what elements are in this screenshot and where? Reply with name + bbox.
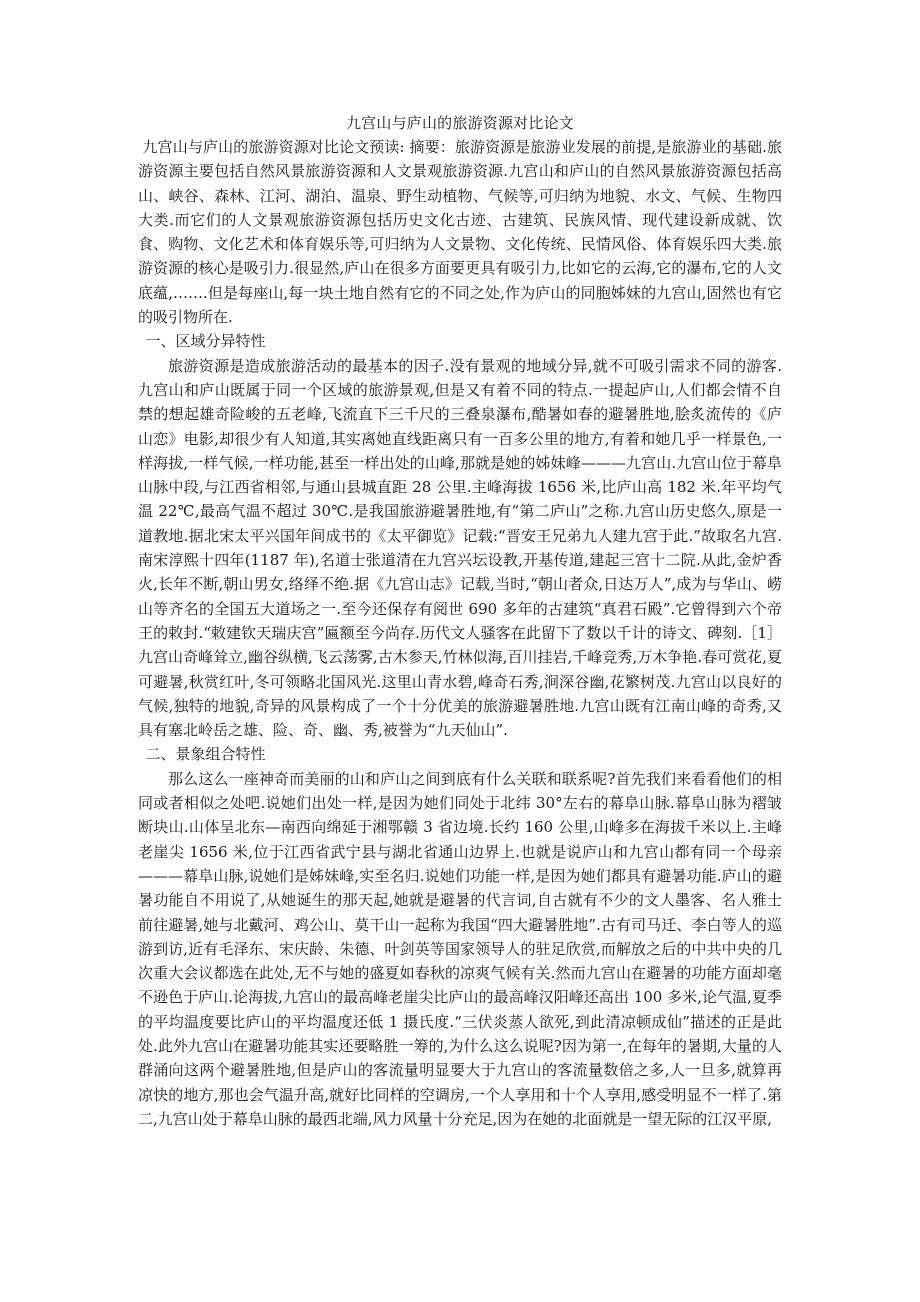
document-body: [138, 135, 782, 1131]
section-heading-1: 一、区域分异特性: [145, 332, 266, 351]
section-heading-2: 二、景象组合特性: [145, 745, 266, 764]
section-2-paragraph: 那么这么一座神奇而美丽的山和庐山之间到底有什么关联和联系呢?首先我们来看看他们的相同或者相似之处吧.说她们出处一样,是因为她们同处于北纬 30°左右的幕阜山脉.幕阜山脉为褶皱断块山.山体呈北东—南西向绵延于湘鄂赣 3 省边境.长约 160 公里,山峰多在海拔千米以上.主峰老崖尖 1656 米,位于江西省武宁县与湖北省通山边界上.也就是说庐山和九宫山都有同一个母亲———幕阜山脉,说她们是姊妹峰,实至名归.说她们功能一样,是因为她们都具有避暑功能.庐山的避暑功能自不用说了,从她诞生的那天起,她就是避暑的代言词,自古就有不少的文人墨客、名人雅士前往避暑,她与北戴河、鸡公山、莫干山一起称为我国“四大避暑胜地”.古有司马迁、李白等人的巡游到访,近有毛泽东、宋庆龄、朱德、叶剑英等国家领导人的驻足欣赏,而解放之后的中共中央的几次重大会议都选在此处,无不与她的盛夏如春秋的凉爽气候有关.然而九宫山在避暑的功能方面却毫不逊色于庐山.论海拔,九宫山的最高峰老崖尖比庐山的最高峰汉阳峰还高出 100 多米,论气温,夏季的平均温度要比庐山的平均温度还低 1 摄氏度.“三伏炎蒸人欲死,到此清凉顿成仙”描述的正是此处.此外九宫山在避暑功能其实还要略胜一筹的,为什么这么说呢?因为第一,在每年的暑期,大量的人群涌向这两个避暑胜地,但是庐山的客流量明显要大于九宫山的客流量数倍之多,人一旦多,就算再凉快的地方,那也会气温升高,就好比同样的空调房,一个人享用和十个人享用,感受明显不一样了.第二,九宫山处于幕阜山脉的最西北端,风力风量十分充足,因为在她的北面就是一望无际的江汉平原,: [138, 769, 782, 1128]
document-title: 九宫山与庐山的旅游资源对比论文: [345, 114, 574, 132]
abstract-paragraph: 九宫山与庐山的旅游资源对比论文预读: 摘要：旅游资源是旅游业发展的前提,是旅游业的基础.旅游资源主要包括自然风景旅游资源和人文景观旅游资源.九宫山和庐山的自然风景旅游资源包括高山、峡谷、森林、江河、湖泊、温泉、野生动植物、气候等,可归纳为地貌、水文、气候、生物四大类.而它们的人文景观旅游资源包括历史文化古迹、古建筑、民族风情、现代建设新成就、饮食、购物、文化艺术和体育娱乐等,可归纳为人文景物、文化传统、民情风俗、体育娱乐四大类.旅游资源的核心是吸引力.很显然,庐山在很多方面要更具有吸引力,比如它的云海,它的瀑布,它的人文底蕴,…….但是每座山,每一块土地自然有它的不同之处,作为庐山的同胞姊妹的九宫山,固然也有它的吸引物所在.: [138, 138, 782, 327]
section-1-paragraph: 旅游资源是造成旅游活动的最基本的因子.没有景观的地域分异,就不可吸引需求不同的游客.九宫山和庐山既属于同一个区域的旅游景观,但是又有着不同的特点.一提起庐山,人们都会情不自禁的想起雄奇险峻的五老峰,飞流直下三千尺的三叠泉瀑布,酷暑如春的避暑胜地,脍炙流传的《庐山恋》电影,却很少有人知道,其实离她直线距离只有一百多公里的地方,有着和她几乎一样景色,一样海拔,一样气候,一样功能,甚至一样出处的山峰,那就是她的姊妹峰———九宫山.九宫山位于幕阜山脉中段,与江西省相邻,与通山县城直距 28 公里.主峰海拔 1656 米,比庐山高 182 米.年平均气温 22℃,最高气温不超过 30℃.是我国旅游避暑胜地,有“第二庐山”之称.九宫山历史悠久,原是一道教地.据北宋太平兴国年间成书的《太平御览》记载:“晋安王兄弟九人建九宫于此.”故取名九宫.南宋淳熙十四年(1187 年),名道士张道清在九宫兴坛设教,开基传道,建起三宫十二院.从此,金炉香火,长年不断,朝山男女,络绎不绝.据《九宫山志》记载,当时,“朝山者众,日达万人”,成为与华山、崂山等齐名的全国五大道场之一.至今还保存有阅世 690 多年的古建筑“真君石殿”.它曾得到六个帝王的敕封.“敕建钦天瑞庆宫”匾额至今尚存.历代文人骚客在此留下了数以千计的诗文、碑刻.［1］九宫山奇峰耸立,幽谷纵横,飞云荡雾,古木参天,竹林似海,百川挂岩,千峰竞秀,万木争艳.春可赏花,夏可避暑,秋赏红叶,冬可领略北国风光.这里山青水碧,峰奇石秀,涧深谷幽,花繁树茂.九宫山以良好的气候,独特的地貌,奇异的风景构成了一个十分优美的旅游避暑胜地.九宫山既有江南山峰的奇秀,又具有塞北岭岳之雄、险、奇、幽、秀,被誉为“九天仙山”.: [138, 356, 782, 740]
